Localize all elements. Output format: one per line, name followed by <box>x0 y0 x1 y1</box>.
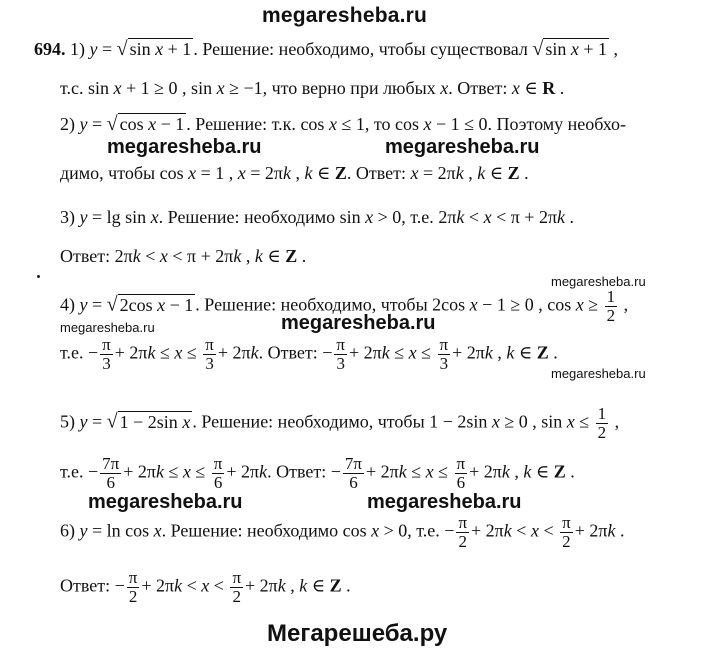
problem-5-line-1: 5) y = √ 1 − 2sin x . Решение: необходимо, чтобы 1 − 2sin x ≥ 0 , sin x ≤ $\frac{1}{2}$ , <box>60 404 620 442</box>
problem-3-line-2: Ответ: 2πk < x < π + 2πk , k ∈ Z . <box>60 246 307 266</box>
watermark: megaresheba.ru <box>367 491 522 513</box>
problem-1-line-1: 694. 1) y = √ sin x + 1 . Решение: необходимо, чтобы существовал √ sin x + 1 , <box>34 38 619 60</box>
problem-4-line-2: т.е. − $\frac{\pi}{3}$ + 2πk ≤ x ≤ $\frac{\pi}{3}$ + 2πk. Ответ: − $\frac{\pi}{3}$ + 2πk ≤ x ≤ $\frac{\pi}{3}$ + 2πk , k ∈ Z . <box>60 335 558 373</box>
problem-number: 694. <box>34 39 66 59</box>
part-label: 3) <box>60 207 75 227</box>
watermark: megaresheba.ru <box>60 320 155 335</box>
watermark: megaresheba.ru <box>281 312 436 334</box>
part-label: 1) <box>70 39 85 59</box>
scan-speck <box>37 275 40 278</box>
part-label: 6) <box>60 520 75 541</box>
watermark: megaresheba.ru <box>551 274 646 289</box>
watermark: megaresheba.ru <box>551 366 646 381</box>
part-label: 4) <box>60 294 75 315</box>
problem-3-line-1: 3) y = lg sin x. Решение: необходимо sin x > 0, т.е. 2πk < x < π + 2πk . <box>60 207 575 227</box>
watermark: megaresheba.ru <box>385 136 540 158</box>
problem-6-line-2: Ответ: − $\frac{\pi}{2}$ + 2πk < x < $\frac{\pi}{2}$ + 2πk , k ∈ Z . <box>60 568 351 606</box>
part-label: 2) <box>60 114 75 134</box>
problem-1-line-2: т.с. sin x + 1 ≥ 0 , sin x ≥ −1, что верно при любых x. Ответ: x ∈ R . <box>60 78 565 98</box>
problem-2-line-1: 2) y = √ cos x − 1 . Решение: т.к. cos x ≤ 1, то cos x − 1 ≤ 0. Поэтому необхо- <box>60 113 627 135</box>
watermark: megaresheba.ru <box>88 491 243 513</box>
watermark: megaresheba.ru <box>107 136 262 158</box>
problem-6-line-1: 6) y = ln cos x. Решение: необходимо cos x > 0, т.е. − $\frac{\pi}{2}$ + 2πk < x < $\frac{\pi}{2}$ + 2πk . <box>60 513 625 551</box>
part-label: 5) <box>60 411 75 432</box>
problem-5-line-2: т.е. − $\frac{7\pi}{6}$ + 2πk ≤ x ≤ $\frac{\pi}{6}$ + 2πk. Ответ: − $\frac{7\pi}{6}$ + 2πk ≤ x ≤ $\frac{\pi}{6}$ + 2πk , k ∈ Z . <box>60 454 575 492</box>
footer-watermark: Мегарешеба.ру <box>267 620 448 647</box>
problem-4-line-1: 4) y = √ 2cos x − 1 . Решение: необходимо, чтобы 2cos x − 1 ≥ 0 , cos x ≥ $\frac{1}{2}$ , <box>60 287 629 325</box>
watermark-top: megaresheba.ru <box>262 4 428 27</box>
problem-2-line-2: димо, чтобы cos x = 1 , x = 2πk , k ∈ Z. Ответ: x = 2πk , k ∈ Z . <box>60 163 529 183</box>
